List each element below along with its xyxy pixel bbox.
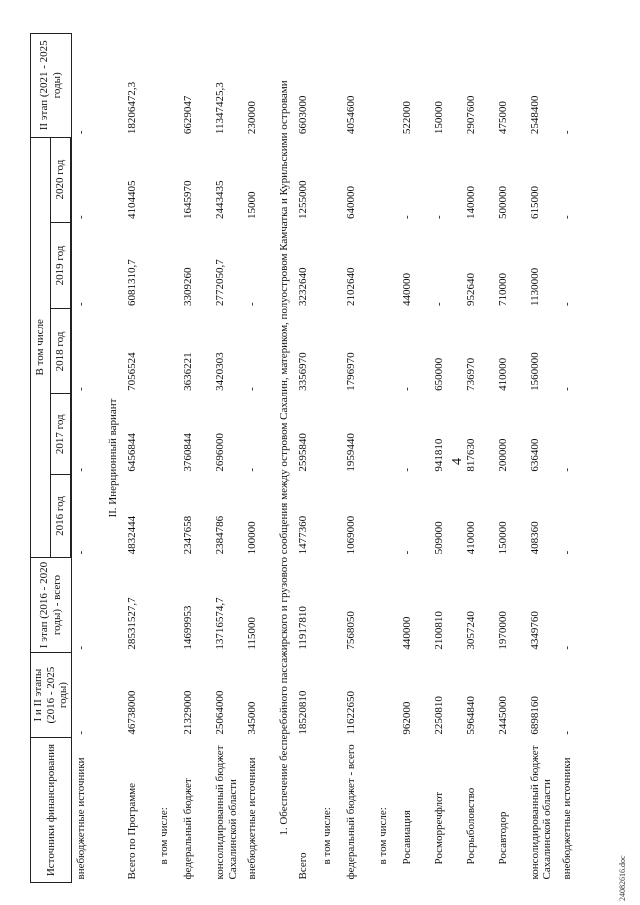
cell-value: 2250810 [432, 696, 445, 735]
cell-value: 115000 [246, 617, 259, 650]
table-row [179, 34, 211, 883]
cell-value: 21329000 [182, 690, 195, 735]
cell-value: 952640 [464, 272, 477, 306]
cell-value: 440000 [400, 272, 413, 306]
cell-value: 4054600 [344, 95, 357, 135]
cell-value: 11917810 [296, 606, 309, 650]
cell-value: 710000 [496, 272, 509, 306]
cell-value: 2445000 [496, 696, 509, 735]
cell-value: 500000 [496, 186, 509, 220]
header-including: В том числе [31, 137, 51, 557]
header-source: Источники финансирования [31, 738, 72, 883]
table-row [398, 34, 430, 883]
cell-value: 25064000 [214, 690, 227, 735]
row-label: Всего [296, 852, 309, 880]
cell-value: 1255000 [296, 180, 309, 220]
cell-value: 410000 [464, 521, 477, 555]
cell-value: 2907600 [464, 95, 477, 135]
cell-value: - [432, 215, 445, 220]
cell-value: 410000 [496, 357, 509, 391]
header-year: 2019 год [51, 222, 72, 309]
cell-value: - [74, 130, 87, 135]
subsection-title: 1. Обеспечение бесперебойного пассажирского и грузового сообщения между островом Сахалин, материком, полуостровом Камчатка и Курильскими островами [278, 80, 291, 836]
cell-value: - [560, 550, 573, 555]
cell-value: - [75, 215, 88, 220]
page-number: 4 [450, 458, 465, 465]
cell-value: 7056524 [126, 352, 139, 391]
cell-value: - [74, 730, 87, 735]
cell-value: - [400, 387, 413, 391]
cell-value: 3420303 [214, 352, 227, 391]
table-row [374, 34, 398, 883]
cell-value: 13716574,7 [214, 597, 227, 650]
cell-value: 100000 [246, 521, 259, 555]
cell-value: 736970 [464, 357, 477, 391]
cell-value: 962000 [400, 701, 413, 735]
header-year: 2018 год [51, 309, 72, 394]
cell-value: - [74, 646, 87, 650]
cell-value: 941810 [432, 438, 445, 472]
cell-value: 345000 [246, 701, 259, 735]
row-label: федеральный бюджет - всего [344, 744, 357, 880]
table-row [462, 34, 494, 883]
cell-value: 4104405 [126, 180, 139, 220]
cell-value: 2102640 [344, 267, 357, 306]
cell-value: 615000 [528, 186, 541, 220]
row-label: в том числе: [320, 807, 333, 865]
row-label: внебюджетные источники [74, 757, 87, 880]
table-row [558, 34, 590, 883]
cell-value: 2347658 [182, 515, 195, 555]
cell-value: 1645970 [182, 180, 195, 220]
cell-value: 15000 [246, 191, 259, 220]
cell-value: 1796970 [344, 352, 357, 391]
cell-value: 6629047 [182, 95, 195, 135]
section-row [104, 34, 123, 883]
cell-value: 2772050,7 [214, 259, 227, 306]
cell-value: 28531527,7 [126, 597, 139, 650]
row-label: внебюджетные источники [246, 757, 259, 880]
table-row [494, 34, 526, 883]
table-row [430, 34, 462, 883]
cell-value: 1477360 [296, 515, 309, 555]
financing-table [30, 33, 590, 883]
row-label: консолидированный бюджет Сахалинской области [528, 745, 554, 880]
subsection-row [275, 34, 294, 883]
cell-value: 150000 [432, 101, 445, 135]
cell-value: 2443435 [214, 180, 227, 220]
cell-value: 1970000 [496, 611, 509, 650]
cell-value: 475000 [496, 101, 509, 135]
cell-value: 7568050 [344, 611, 357, 650]
cell-value: 14699953 [182, 605, 195, 650]
cell-value: 3760844 [182, 433, 195, 472]
cell-value: - [560, 467, 573, 472]
cell-value: - [560, 730, 573, 735]
cell-value: 18206472,3 [126, 81, 139, 135]
cell-value: 4349760 [528, 611, 541, 650]
table-row [526, 34, 558, 883]
table-row [342, 34, 374, 883]
header-stage1: I этап (2016 - 2020 годы) - всего [31, 557, 72, 652]
cell-value: 1560000 [528, 352, 541, 391]
cell-value: 11622650 [344, 690, 357, 735]
table-row [123, 34, 155, 883]
cell-value: 3232640 [296, 267, 309, 306]
cell-value: 6898160 [528, 696, 541, 735]
table-row [71, 34, 104, 883]
cell-value: 2100810 [432, 611, 445, 650]
cell-value: 1130000 [528, 267, 541, 306]
cell-value: - [75, 467, 88, 472]
cell-value: - [560, 215, 573, 220]
cell-value: 650000 [432, 357, 445, 391]
cell-value: 2548400 [528, 95, 541, 135]
cell-value: 6081310,7 [126, 259, 139, 306]
row-label: Всего по Программе [126, 782, 139, 880]
cell-value: - [246, 387, 259, 391]
row-label: в том числе: [158, 807, 171, 865]
cell-value: 2384786 [214, 515, 227, 555]
row-label: внебюджетные источники [560, 757, 573, 880]
table-row [294, 34, 318, 883]
cell-value: - [560, 387, 573, 391]
cell-value: 3309260 [182, 267, 195, 306]
cell-value: - [75, 302, 88, 306]
cell-value: - [432, 302, 445, 306]
cell-value: - [75, 387, 88, 391]
cell-value: - [400, 550, 413, 555]
cell-value: 18520810 [296, 690, 309, 735]
row-label: в том числе: [376, 807, 389, 865]
cell-value: 2595840 [296, 433, 309, 472]
cell-value: - [560, 302, 573, 306]
cell-value: 640000 [344, 186, 357, 220]
footer-doc-code: 24082616.doc [618, 855, 627, 901]
table-row [211, 34, 243, 883]
cell-value: 440000 [400, 616, 413, 650]
row-label: Росавиация [400, 810, 413, 865]
cell-value: - [560, 130, 573, 135]
cell-value: - [400, 215, 413, 220]
header-stage2: II этап (2021 - 2025 годы) [31, 34, 72, 138]
table-row [318, 34, 342, 883]
section-title: II. Инерционный вариант [107, 398, 120, 518]
cell-value: 230000 [246, 101, 259, 135]
cell-value: 200000 [496, 438, 509, 472]
row-label: Росморречфлот [432, 791, 445, 865]
cell-value: 3636221 [182, 352, 195, 391]
row-label: федеральный бюджет [182, 778, 195, 880]
cell-value: 2696000 [214, 433, 227, 472]
header-stages-both: I и II этапы (2016 - 2025 годы) [31, 653, 72, 738]
cell-value: 1069000 [344, 515, 357, 555]
cell-value: - [560, 646, 573, 650]
cell-value: 522000 [400, 101, 413, 135]
cell-value: 11347425,3 [214, 82, 227, 135]
cell-value: 3356970 [296, 352, 309, 391]
cell-value: - [246, 302, 259, 306]
table-row [243, 34, 275, 883]
header-year: 2017 год [51, 394, 72, 475]
header-year: 2016 год [51, 475, 72, 558]
row-label: консолидированный бюджет Сахалинской области [214, 745, 239, 880]
row-label: Росавтодор [496, 811, 509, 865]
cell-value: 636400 [528, 438, 541, 472]
cell-value: 46738000 [126, 690, 139, 735]
cell-value: 150000 [496, 521, 509, 555]
cell-value: 5964840 [464, 696, 477, 735]
cell-value: - [75, 550, 88, 555]
cell-value: - [246, 467, 259, 472]
row-label: Росрыболовство [464, 787, 477, 865]
table-row [155, 34, 179, 883]
cell-value: 408360 [528, 521, 541, 555]
cell-value: - [400, 467, 413, 472]
cell-value: 6603000 [296, 95, 309, 135]
cell-value: 140000 [464, 186, 477, 220]
cell-value: 4832444 [126, 515, 139, 555]
cell-value: 3057240 [464, 611, 477, 650]
cell-value: 6456844 [126, 433, 139, 472]
cell-value: 1959440 [344, 433, 357, 472]
cell-value: 509000 [432, 521, 445, 555]
cell-value: 817630 [464, 438, 477, 472]
header-year: 2020 год [51, 137, 72, 222]
